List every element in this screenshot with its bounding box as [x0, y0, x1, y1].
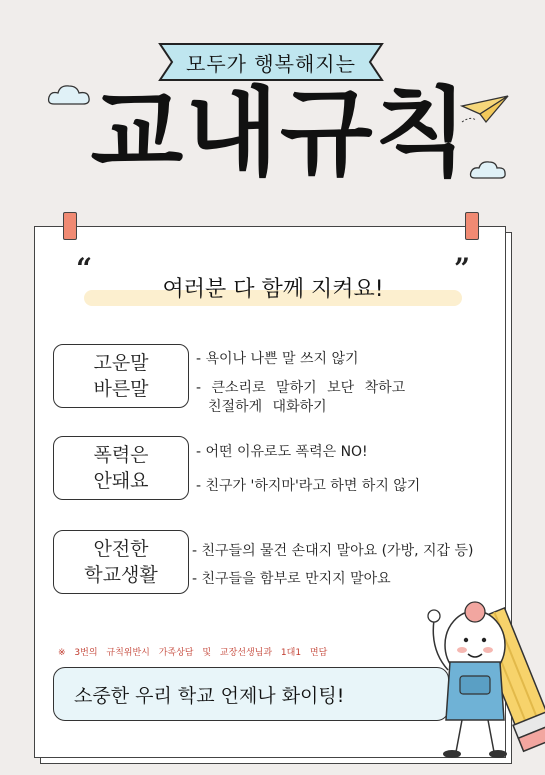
pencil-mascot-illustration: [420, 590, 545, 765]
page-title: 교내규칙: [90, 77, 470, 189]
footer-slogan: 소중한 우리 학교 언제나 화이팅!: [74, 684, 345, 707]
quote-close: ”: [454, 252, 471, 285]
quote-open: “: [76, 252, 93, 285]
violation-notice: ※ 3번의 규칙위반시 가족상담 및 교장선생님과 1대1 면담: [58, 648, 328, 658]
rule-box-speech: [53, 344, 189, 408]
rule-text: - 친구가 '하지마'라고 하면 하지 않기: [196, 478, 421, 494]
title-banner: [158, 42, 384, 82]
rule-box-line: 학교생활: [84, 564, 158, 586]
rule-text: 친절하게 대화하기: [208, 399, 327, 415]
rule-box-line: 고운말: [93, 352, 149, 374]
rule-box-line: 안전한: [93, 538, 149, 560]
rule-text: - 친구들을 함부로 만지지 말아요: [192, 571, 391, 587]
pin-left: [63, 212, 77, 240]
rule-text: - 욕이나 나쁜 말 쓰지 않기: [196, 351, 359, 367]
rule-text: - 큰소리로 말하기 보단 착하고: [196, 380, 406, 396]
pin-right: [465, 212, 479, 240]
board-subtitle: 여러분 다 함께 지켜요!: [162, 276, 384, 302]
rule-box-safety: [53, 530, 189, 594]
rule-box-line: 바른말: [93, 378, 149, 400]
footer-slogan-box: [53, 667, 449, 721]
banner-text: 모두가 행복해지는: [186, 51, 356, 76]
rule-box-violence: [53, 436, 189, 500]
rule-text: - 어떤 이유로도 폭력은 NO!: [196, 444, 368, 460]
rule-box-line: 안돼요: [93, 470, 149, 492]
rule-text: - 친구들의 물건 손대지 말아요 (가방, 지갑 등): [192, 543, 474, 559]
rule-box-line: 폭력은: [93, 444, 149, 466]
